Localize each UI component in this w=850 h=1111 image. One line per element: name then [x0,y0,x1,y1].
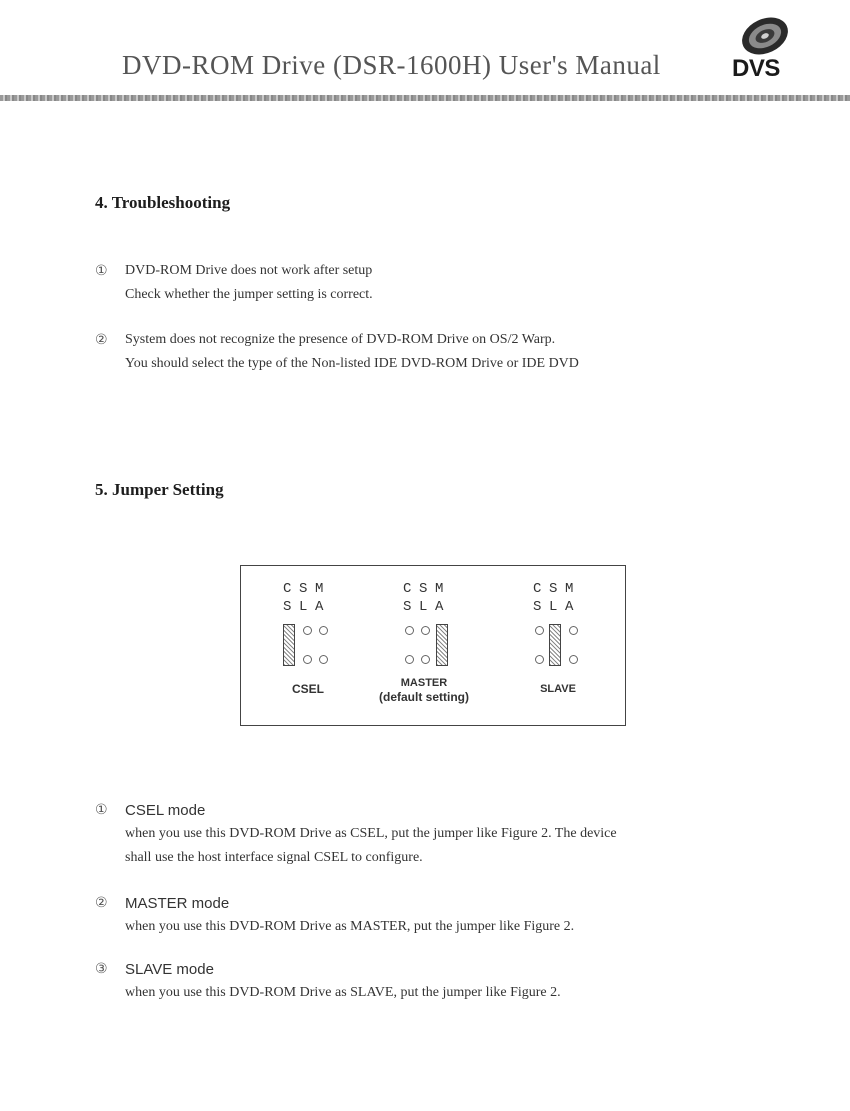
pin-letters-bottom: S L A [533,599,574,615]
pin [303,626,312,635]
jumper-cap [549,624,561,666]
config-label: CSEL [291,682,324,696]
mode-description: when you use this DVD-ROM Drive as MASTER, put the jumper like Figure 2. [125,919,575,934]
mode-title: SLAVE mode [125,961,214,978]
item-number: ② [95,332,108,348]
item-problem: System does not recognize the presence of DVD-ROM Drive on OS/2 Warp. [125,332,556,347]
troubleshooting-heading: 4. Troubleshooting [95,193,231,212]
pin-letters-top: C S M [283,581,324,597]
config-label: SLAVE [540,683,576,695]
config-label: MASTER [400,677,448,689]
pin-letters-bottom: S L A [283,599,324,615]
pin-letters-bottom: S L A [403,599,444,615]
mode-title: MASTER mode [125,895,230,912]
pin [303,655,312,664]
jumper-setting-heading: 5. Jumper Setting [95,480,224,499]
pin [569,655,578,664]
item-solution: You should select the type of the Non-listed IDE DVD-ROM Drive or IDE DVD [125,356,579,371]
dvs-logo-text: DVS [732,55,780,82]
manual-title: DVD-ROM Drive (DSR-1600H) User's Manual [122,50,661,80]
header-rule [0,95,850,101]
pin [319,626,328,635]
config-sublabel: (default setting) [379,690,469,704]
jumper-cap [436,624,448,666]
jumper-cap [283,624,295,666]
jumper-diagram [240,565,626,726]
item-number: ① [95,263,108,279]
mode-description: when you use this DVD-ROM Drive as SLAVE, put the jumper like Figure 2. [125,985,561,1000]
item-problem: DVD-ROM Drive does not work after setup [125,263,373,278]
mode-description: when you use this DVD-ROM Drive as CSEL, put the jumper like Figure 2. The device [125,826,617,841]
pin [405,626,414,635]
jumper-config-csel [283,580,373,696]
mode-title: CSEL mode [125,802,206,819]
pin-block [283,620,373,676]
pin [535,626,544,635]
pin [535,655,544,664]
mode-number: ② [95,895,108,911]
pin [319,655,328,664]
pin [421,655,430,664]
pin [569,626,578,635]
mode-number: ① [95,802,108,818]
pin-letters-top: C S M [403,581,444,597]
jumper-config-master [379,580,493,704]
pin [421,626,430,635]
pin-block [533,620,623,676]
mode-number: ③ [95,961,108,977]
pin [405,655,414,664]
mode-description-continued: shall use the host interface signal CSEL to configure. [125,850,423,865]
pin-letters-top: C S M [533,581,574,597]
pin-block [403,620,493,676]
item-solution: Check whether the jumper setting is correct. [125,287,373,302]
jumper-config-slave [533,580,623,696]
